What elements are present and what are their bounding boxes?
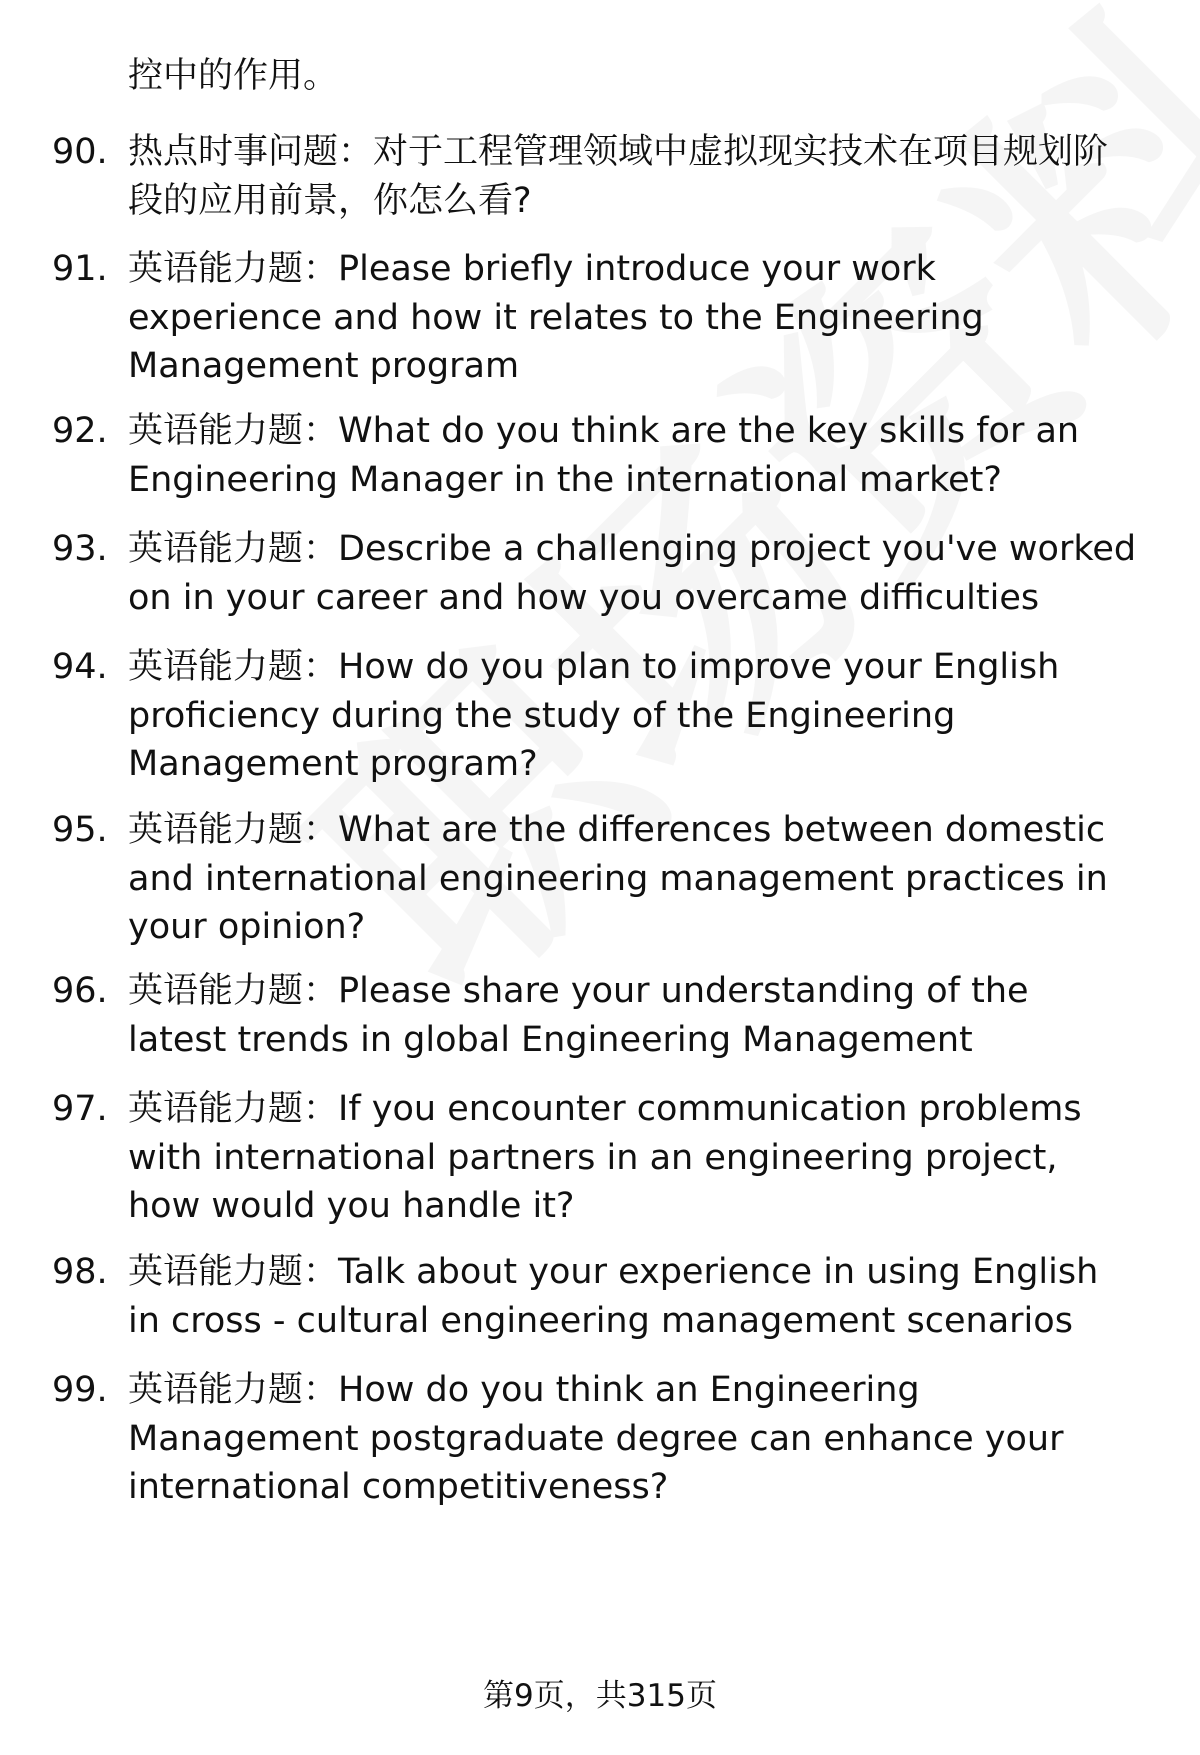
question-number: 91. [52, 249, 108, 289]
question-item [52, 1248, 1138, 1345]
question-number: 97. [52, 1089, 108, 1129]
question-number: 90. [52, 132, 108, 172]
question-item [52, 525, 1138, 622]
page-footer: 第9页，共315页 [483, 1678, 717, 1714]
question-text: 英语能力题：Talk about your experience in using English in cross - cultural engineering management scenarios [128, 1252, 1099, 1341]
question-text: 英语能力题：Describe a challenging project you've worked on in your career and how you overcame difficulties [128, 529, 1137, 618]
question-item [52, 245, 1138, 391]
question-number: 96. [52, 971, 108, 1011]
question-text: 英语能力题：What are the differences between domestic and international engineering management practices in your opinion? [128, 810, 1108, 947]
question-item [52, 1366, 1138, 1512]
question-item [52, 1085, 1138, 1231]
question-text: 英语能力题：Please share your understanding of the latest trends in global Engineering Management [128, 971, 1029, 1060]
question-number: 98. [52, 1252, 108, 1292]
question-item [52, 643, 1138, 789]
question-number: 94. [52, 647, 108, 687]
question-text: 英语能力题：Please briefly introduce your work experience and how it relates to the Engineering Management program [128, 249, 984, 386]
question-number: 93. [52, 529, 108, 569]
question-text: 英语能力题：What do you think are the key skills for an Engineering Manager in the international market? [128, 411, 1080, 500]
question-number: 95. [52, 810, 108, 850]
question-item [52, 128, 1138, 225]
question-text: 英语能力题：How do you think an Engineering Management postgraduate degree can enhance your international competitiveness? [128, 1370, 1064, 1507]
question-number: 99. [52, 1370, 108, 1410]
question-text: 英语能力题：If you encounter communication problems with international partners in an engineering project, how would you handle it? [128, 1089, 1082, 1226]
question-item [52, 806, 1138, 952]
question-text: 英语能力题：How do you plan to improve your English proficiency during the study of the Engineering Management program? [128, 647, 1060, 784]
question-number: 92. [52, 411, 108, 451]
question-item [52, 967, 1138, 1064]
question-text: 热点时事问题：对于工程管理领域中虚拟现实技术在项目规划阶段的应用前景，你怎么看? [128, 132, 1109, 221]
intro-fragment: 控中的作用。 [128, 56, 339, 96]
question-item [52, 407, 1138, 504]
